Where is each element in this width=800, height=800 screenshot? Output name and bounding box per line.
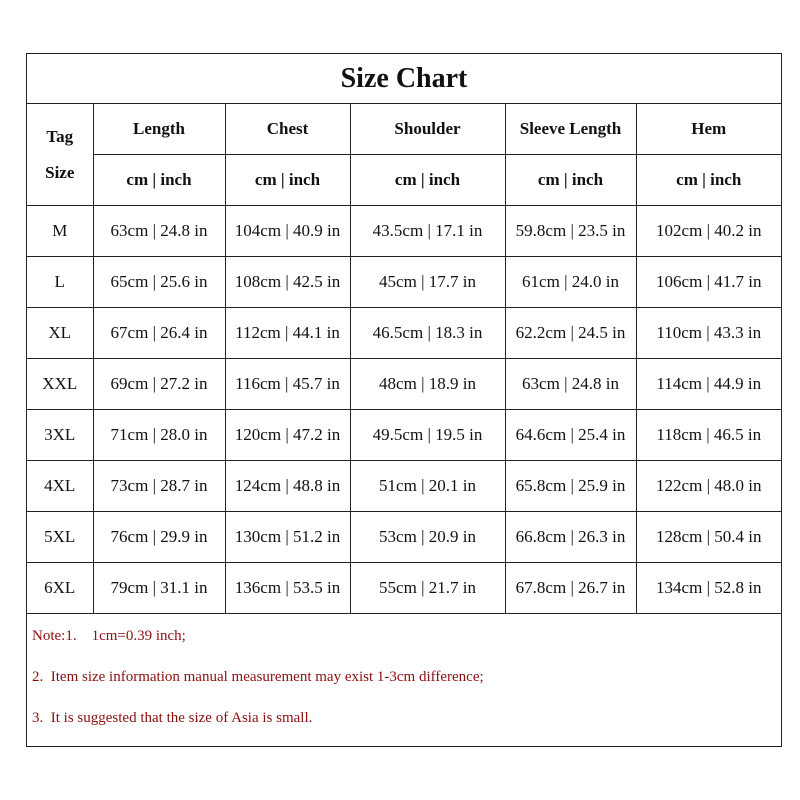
measurement-cell: 67.8cm | 26.7 in <box>505 563 636 614</box>
measurement-cell: 124cm | 48.8 in <box>225 461 350 512</box>
measurement-cell: 76cm | 29.9 in <box>93 512 225 563</box>
measurement-cell: 136cm | 53.5 in <box>225 563 350 614</box>
column-header-length: Length <box>93 104 225 155</box>
size-cell: XXL <box>27 359 93 410</box>
measurement-cell: 59.8cm | 23.5 in <box>505 206 636 257</box>
tag-label: Tag <box>46 126 74 146</box>
measurement-cell: 49.5cm | 19.5 in <box>350 410 505 461</box>
measurement-cell: 55cm | 21.7 in <box>350 563 505 614</box>
measurement-cell: 48cm | 18.9 in <box>350 359 505 410</box>
table-row <box>27 206 781 257</box>
tag-size-header <box>27 104 93 206</box>
unit-label: cm | inch <box>505 155 636 206</box>
table-row <box>27 512 781 563</box>
measurement-cell: 106cm | 41.7 in <box>636 257 781 308</box>
measurement-cell: 53cm | 20.9 in <box>350 512 505 563</box>
table-row <box>27 308 781 359</box>
measurement-cell: 102cm | 40.2 in <box>636 206 781 257</box>
size-cell: 3XL <box>27 410 93 461</box>
table-row <box>27 257 781 308</box>
unit-row <box>27 155 781 206</box>
column-header-chest: Chest <box>225 104 350 155</box>
measurement-cell: 114cm | 44.9 in <box>636 359 781 410</box>
measurement-cell: 120cm | 47.2 in <box>225 410 350 461</box>
measurement-cell: 79cm | 31.1 in <box>93 563 225 614</box>
table-row <box>27 563 781 614</box>
measurement-cell: 45cm | 17.7 in <box>350 257 505 308</box>
measurement-cell: 66.8cm | 26.3 in <box>505 512 636 563</box>
measurement-cell: 62.2cm | 24.5 in <box>505 308 636 359</box>
measurement-cell: 122cm | 48.0 in <box>636 461 781 512</box>
measurement-cell: 63cm | 24.8 in <box>93 206 225 257</box>
measurement-cell: 130cm | 51.2 in <box>225 512 350 563</box>
measurement-cell: 118cm | 46.5 in <box>636 410 781 461</box>
column-header-shoulder: Shoulder <box>350 104 505 155</box>
measurement-cell: 65.8cm | 25.9 in <box>505 461 636 512</box>
size-label: Size <box>45 162 75 182</box>
measurement-cell: 65cm | 25.6 in <box>93 257 225 308</box>
size-cell: M <box>27 206 93 257</box>
size-table <box>27 104 781 614</box>
size-cell: 6XL <box>27 563 93 614</box>
note-3: 3. It is suggested that the size of Asia is small. <box>32 710 313 726</box>
size-cell: 5XL <box>27 512 93 563</box>
notes-section <box>27 608 781 746</box>
note-2: 2. Item size information manual measurement may exist 1-3cm difference; <box>32 669 484 685</box>
column-header-hem: Hem <box>636 104 781 155</box>
measurement-cell: 46.5cm | 18.3 in <box>350 308 505 359</box>
measurement-cell: 64.6cm | 25.4 in <box>505 410 636 461</box>
measurement-cell: 71cm | 28.0 in <box>93 410 225 461</box>
measurement-cell: 61cm | 24.0 in <box>505 257 636 308</box>
table-row <box>27 359 781 410</box>
table-row <box>27 461 781 512</box>
header-row <box>27 104 781 155</box>
size-cell: XL <box>27 308 93 359</box>
measurement-cell: 69cm | 27.2 in <box>93 359 225 410</box>
unit-label: cm | inch <box>350 155 505 206</box>
column-header-sleeve-length: Sleeve Length <box>505 104 636 155</box>
size-chart <box>26 53 782 747</box>
measurement-cell: 134cm | 52.8 in <box>636 563 781 614</box>
measurement-cell: 67cm | 26.4 in <box>93 308 225 359</box>
measurement-cell: 104cm | 40.9 in <box>225 206 350 257</box>
measurement-cell: 43.5cm | 17.1 in <box>350 206 505 257</box>
table-row <box>27 410 781 461</box>
measurement-cell: 128cm | 50.4 in <box>636 512 781 563</box>
note-1: Note:1. 1cm=0.39 inch; <box>32 628 186 644</box>
measurement-cell: 112cm | 44.1 in <box>225 308 350 359</box>
measurement-cell: 63cm | 24.8 in <box>505 359 636 410</box>
unit-label: cm | inch <box>93 155 225 206</box>
measurement-cell: 108cm | 42.5 in <box>225 257 350 308</box>
size-cell: L <box>27 257 93 308</box>
measurement-cell: 110cm | 43.3 in <box>636 308 781 359</box>
measurement-cell: 73cm | 28.7 in <box>93 461 225 512</box>
chart-title: Size Chart <box>27 54 781 104</box>
measurement-cell: 51cm | 20.1 in <box>350 461 505 512</box>
unit-label: cm | inch <box>636 155 781 206</box>
measurement-cell: 116cm | 45.7 in <box>225 359 350 410</box>
unit-label: cm | inch <box>225 155 350 206</box>
size-cell: 4XL <box>27 461 93 512</box>
